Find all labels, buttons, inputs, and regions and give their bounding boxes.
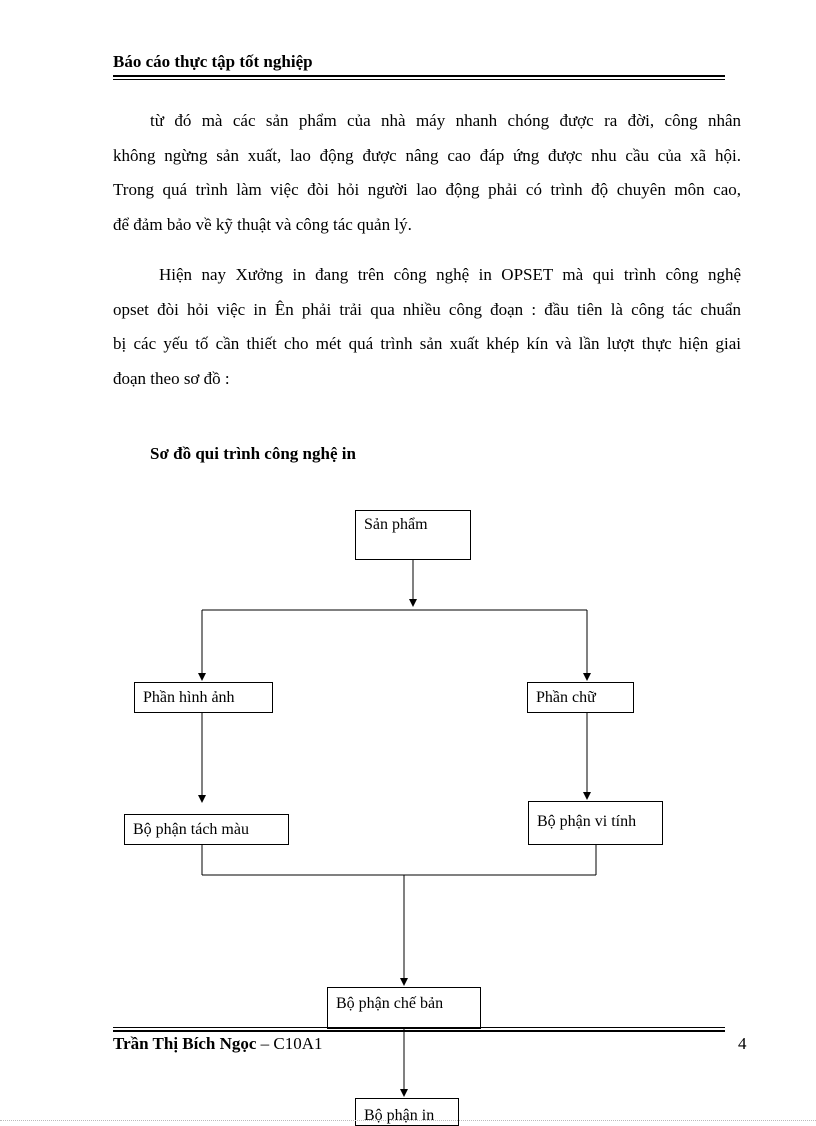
footer-rule-thin [113, 1027, 725, 1028]
paragraph-1-line: để đảm bảo về kỹ thuật và công tác quản lý. [113, 214, 412, 234]
footer-separator: – [256, 1034, 274, 1053]
footer-rule [113, 1030, 725, 1032]
paragraph-1-line: từ đó mà các sản phẩm của nhà máy nhanh chóng được ra đời, công nhân [150, 111, 741, 130]
node-bo-phan-in: Bộ phận in [355, 1098, 459, 1126]
paragraph-1-line: không ngừng sản xuất, lao động được nâng cao đáp ứng được nhu cầu của xã hội. [113, 145, 741, 165]
node-phan-chu: Phần chữ [527, 682, 634, 713]
paragraph-2-line: Hiện nay Xưởng in đang trên công nghệ in OPSET mà qui trình công nghệ [159, 265, 741, 284]
node-che-ban: Bộ phận chế bản [327, 987, 481, 1029]
paragraph-2-line: bị các yếu tố cần thiết cho mét quá trình sản xuất khép kín và lần lượt thực hiện giai [113, 334, 741, 353]
class-code: C10A1 [273, 1034, 323, 1053]
node-phan-hinh-anh: Phần hình ảnh [134, 682, 273, 713]
header-title: Báo cáo thực tập tốt nghiệp [113, 52, 313, 71]
paragraph-2-line: opset đòi hỏi việc in Ên phải trải qua nhiều công đoạn : đầu tiên là công tác chuẩn [113, 299, 741, 319]
author-name: Trần Thị Bích Ngọc [113, 1034, 257, 1053]
page-break-line [0, 1120, 816, 1121]
node-vi-tinh: Bộ phận vi tính [528, 801, 663, 845]
paragraph-1-line: Trong quá trình làm việc đòi hỏi người lao động phải có trình độ chuyên môn cao, [113, 180, 741, 199]
footer-author [113, 1034, 323, 1054]
node-san-pham: Sản phẩm [355, 510, 471, 560]
diagram-title: Sơ đồ qui trình công nghệ in [150, 444, 356, 463]
paragraph-2-line: đoạn theo sơ đồ : [113, 368, 230, 388]
page-number: 4 [738, 1034, 747, 1053]
node-tach-mau: Bộ phận tách màu [124, 814, 289, 845]
